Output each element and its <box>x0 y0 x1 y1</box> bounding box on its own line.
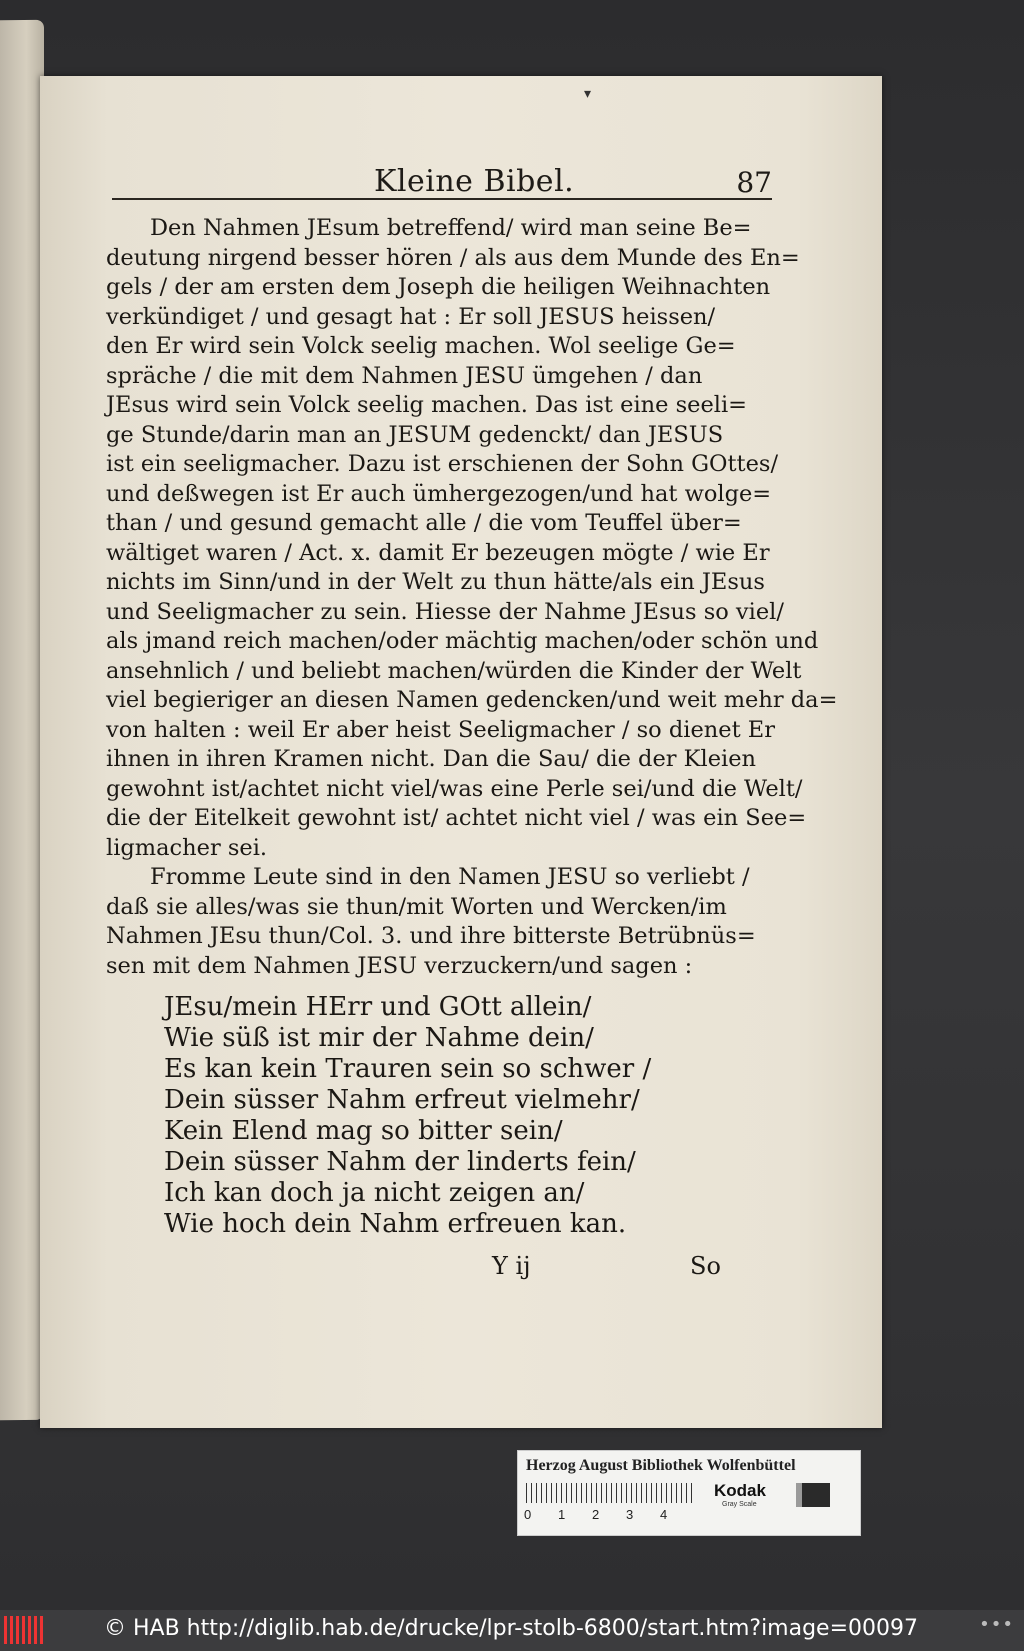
color-calibration-bar <box>517 1450 861 1536</box>
text-line: sen mit dem Nahmen JESU verzuckern/und sagen : <box>106 952 693 979</box>
text-line: als jmand reich machen/oder mächtig machen/oder schön und <box>106 628 819 654</box>
text-line: die der Eitelkeit gewohnt ist/ achtet nicht viel / was ein See= <box>106 805 807 831</box>
text-line: Den Nahmen JEsum betreffend/ wird man seine Be= <box>150 215 752 241</box>
text-line: spräche / die mit dem Nahmen JESU ümgehen / dan <box>106 362 703 389</box>
scale-ruler <box>526 1483 696 1503</box>
tick-label: 3 <box>626 1507 634 1522</box>
more-icon[interactable]: ••• <box>979 1614 1014 1635</box>
kodak-logo: Kodak <box>714 1481 766 1500</box>
hab-logo-icon[interactable] <box>4 1616 46 1644</box>
paragraph-1 <box>106 214 838 863</box>
text-line: daß sie alles/was sie thun/mit Worten und Wercken/im <box>106 893 727 920</box>
text-line: verkündiget / und gesagt hat : Er soll JESUS heissen/ <box>106 303 716 330</box>
text-line: ihnen in ihren Kramen nicht. Dan die Sau/ die der Kleien <box>106 746 757 772</box>
page-number: 87 <box>736 166 772 199</box>
ruler-ticks <box>524 1507 704 1522</box>
text-line: deutung nirgend besser hören / als aus dem Munde des En= <box>106 244 800 271</box>
gray-scale-label: Gray Scale <box>722 1501 757 1508</box>
text-line: und deßwegen ist Er auch ümhergezogen/und hat wolge= <box>106 480 772 507</box>
running-title: Kleine Bibel. <box>374 164 575 199</box>
verse-line: Wie süß ist mir der Nahme dein/ <box>164 1023 594 1053</box>
tick-label: 0 <box>524 1507 532 1522</box>
text-line: gewohnt ist/achtet nicht viel/was eine Perle sei/und die Welt/ <box>106 775 803 802</box>
text-line: ge Stunde/darin man an JESUM gedenckt/ dan JESUS <box>106 421 724 448</box>
footer-bar <box>0 1610 1024 1651</box>
text-line: ansehnlich / und beliebt machen/würden die Kinder der Welt <box>106 657 802 684</box>
paragraph-2 <box>106 863 778 981</box>
page-header <box>112 164 772 204</box>
text-line: JEsus wird sein Volck seelig machen. Das ist eine seeli= <box>106 392 748 418</box>
hymn-verse <box>164 992 651 1240</box>
gray-patch <box>796 1483 830 1507</box>
text-line: Nahmen JEsu thun/Col. 3. und ihre bitterste Betrübnüs= <box>106 923 756 949</box>
verse-line: JEsu/mein HErr und GOtt allein/ <box>164 992 592 1022</box>
text-line: than / und gesund gemacht alle / die vom Teuffel über= <box>106 510 742 536</box>
tick-label: 1 <box>558 1507 566 1522</box>
book-page <box>40 76 882 1428</box>
text-line: ist ein seeligmacher. Dazu ist erschienen der Sohn GOttes/ <box>106 451 779 477</box>
verse-line: Wie hoch dein Nahm erfreuen kan. <box>164 1209 627 1239</box>
header-rule <box>112 198 772 200</box>
tick-label: 2 <box>592 1507 600 1522</box>
institution-label: Herzog August Bibliothek Wolfenbüttel <box>526 1457 796 1474</box>
text-line: und Seeligmacher zu sein. Hiesse der Nahme JEsus so viel/ <box>106 598 784 625</box>
text-line: den Er wird sein Volck seelig machen. Wol seelige Ge= <box>106 333 736 359</box>
previous-page-edge <box>0 20 44 1420</box>
text-line: viel begieriger an diesen Namen gedencken/und weit mehr da= <box>106 687 838 713</box>
verse-line: Kein Elend mag so bitter sein/ <box>164 1116 563 1146</box>
text-line: Fromme Leute sind in den Namen JESU so verliebt / <box>150 864 750 890</box>
verse-line: Ich kan doch ja nicht zeigen an/ <box>164 1178 585 1208</box>
body-text <box>106 214 838 981</box>
text-line: nichts im Sinn/und in der Welt zu thun hätte/als ein JEsus <box>106 569 765 595</box>
verse-line: Dein süsser Nahm erfreut vielmehr/ <box>164 1085 640 1115</box>
text-line: ligmacher sei. <box>106 834 268 861</box>
signature-mark: Y ij <box>492 1252 531 1280</box>
copyright-link[interactable]: © HAB http://diglib.hab.de/drucke/lpr-stolb-6800/start.htm?image=00097 <box>104 1616 919 1641</box>
tick-label: 4 <box>660 1507 668 1522</box>
text-line: gels / der am ersten dem Joseph die heiligen Weihnachten <box>106 274 771 300</box>
text-line: wältiget waren / Act. x. damit Er bezeugen mögte / wie Er <box>106 539 770 566</box>
custos-word: So <box>690 1252 721 1280</box>
text-line: von halten : weil Er aber heist Seeligmacher / so dienet Er <box>106 716 775 743</box>
verse-line: Dein süsser Nahm der linderts fein/ <box>164 1147 636 1177</box>
catchmark: ▾ <box>584 86 592 102</box>
verse-line: Es kan kein Trauren sein so schwer / <box>164 1054 652 1084</box>
